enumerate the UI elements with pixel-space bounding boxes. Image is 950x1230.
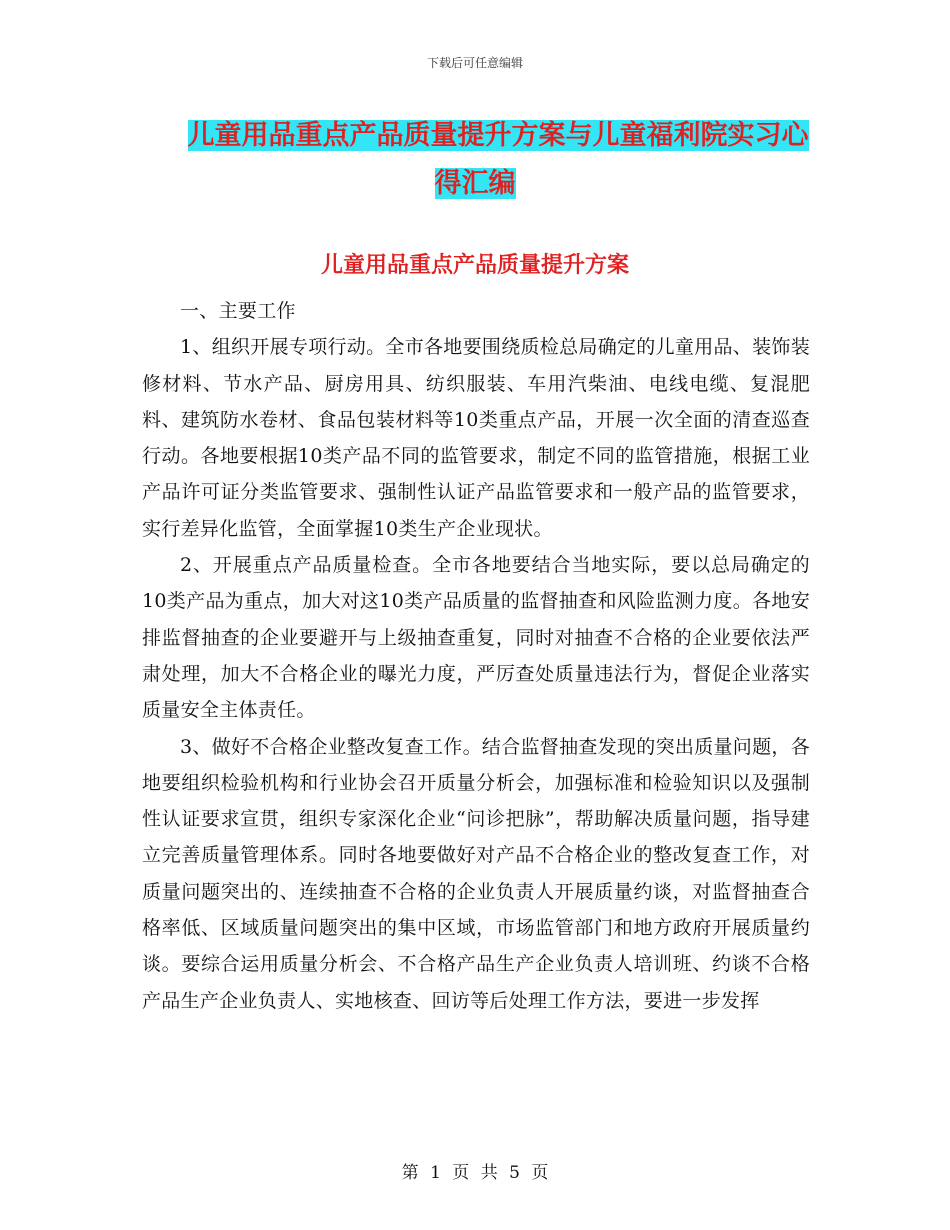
paragraph: 1、组织开展专项行动。全市各地要围绕质检总局确定的儿童用品、装饰装修材料、节水产品、厨房用具、纺织服装、车用汽柴油、电线电缆、复混肥料、建筑防水卷材、食品包装材料等10类重点产品，开展一次全面的清查巡查行动。各地要根据10类产品不同的监管要求，制定不同的监管措施，根据工业产品许可证分类监管要求、强制性认证产品监管要求和一般产品的监管要求，实行差异化监管，全面掌握10类生产企业现状。	[142, 336, 810, 540]
paragraph-heading: 一、主要工作	[180, 300, 296, 322]
paragraph: 2、开展重点产品质量检查。全市各地要结合当地实际，要以总局确定的10类产品为重点，加大对这10类产品质量的监督抽查和风险监测力度。各地安排监督抽查的企业要避开与上级抽查重复，同时对抽查不合格的企业要依法严肃处理，加大不合格企业的曝光力度，严厉查处质量违法行为，督促企业落实质量安全主体责任。	[142, 554, 810, 722]
document-title	[0, 112, 950, 208]
section-title: 儿童用品重点产品质量提升方案	[320, 252, 629, 278]
title-line-1: 儿童用品重点产品质量提升方案与儿童福利院实习心	[187, 120, 809, 151]
page-footer: 第 1 页 共 5 页	[401, 1163, 549, 1183]
header-note: 下载后可任意编辑	[426, 56, 523, 70]
title-line-2: 得汇编	[434, 168, 516, 199]
body-text	[142, 293, 810, 1019]
paragraph: 3、做好不合格企业整改复查工作。结合监督抽查发现的突出质量问题，各地要组织检验机构和行业协会召开质量分析会，加强标准和检验知识以及强制性认证要求宣贯，组织专家深化企业“问诊把脉”，帮助解决质量问题，指导建立完善质量管理体系。同时各地要做好对产品不合格企业的整改复查工作，对质量问题突出的、连续抽查不合格的企业负责人开展质量约谈，对监督抽查合格率低、区域质量问题突出的集中区域，市场监管部门和地方政府开展质量约谈。要综合运用质量分析会、不合格产品生产企业负责人培训班、约谈不合格产品生产企业负责人、实地核查、回访等后处理工作方法，要进一步发挥	[142, 735, 810, 1012]
